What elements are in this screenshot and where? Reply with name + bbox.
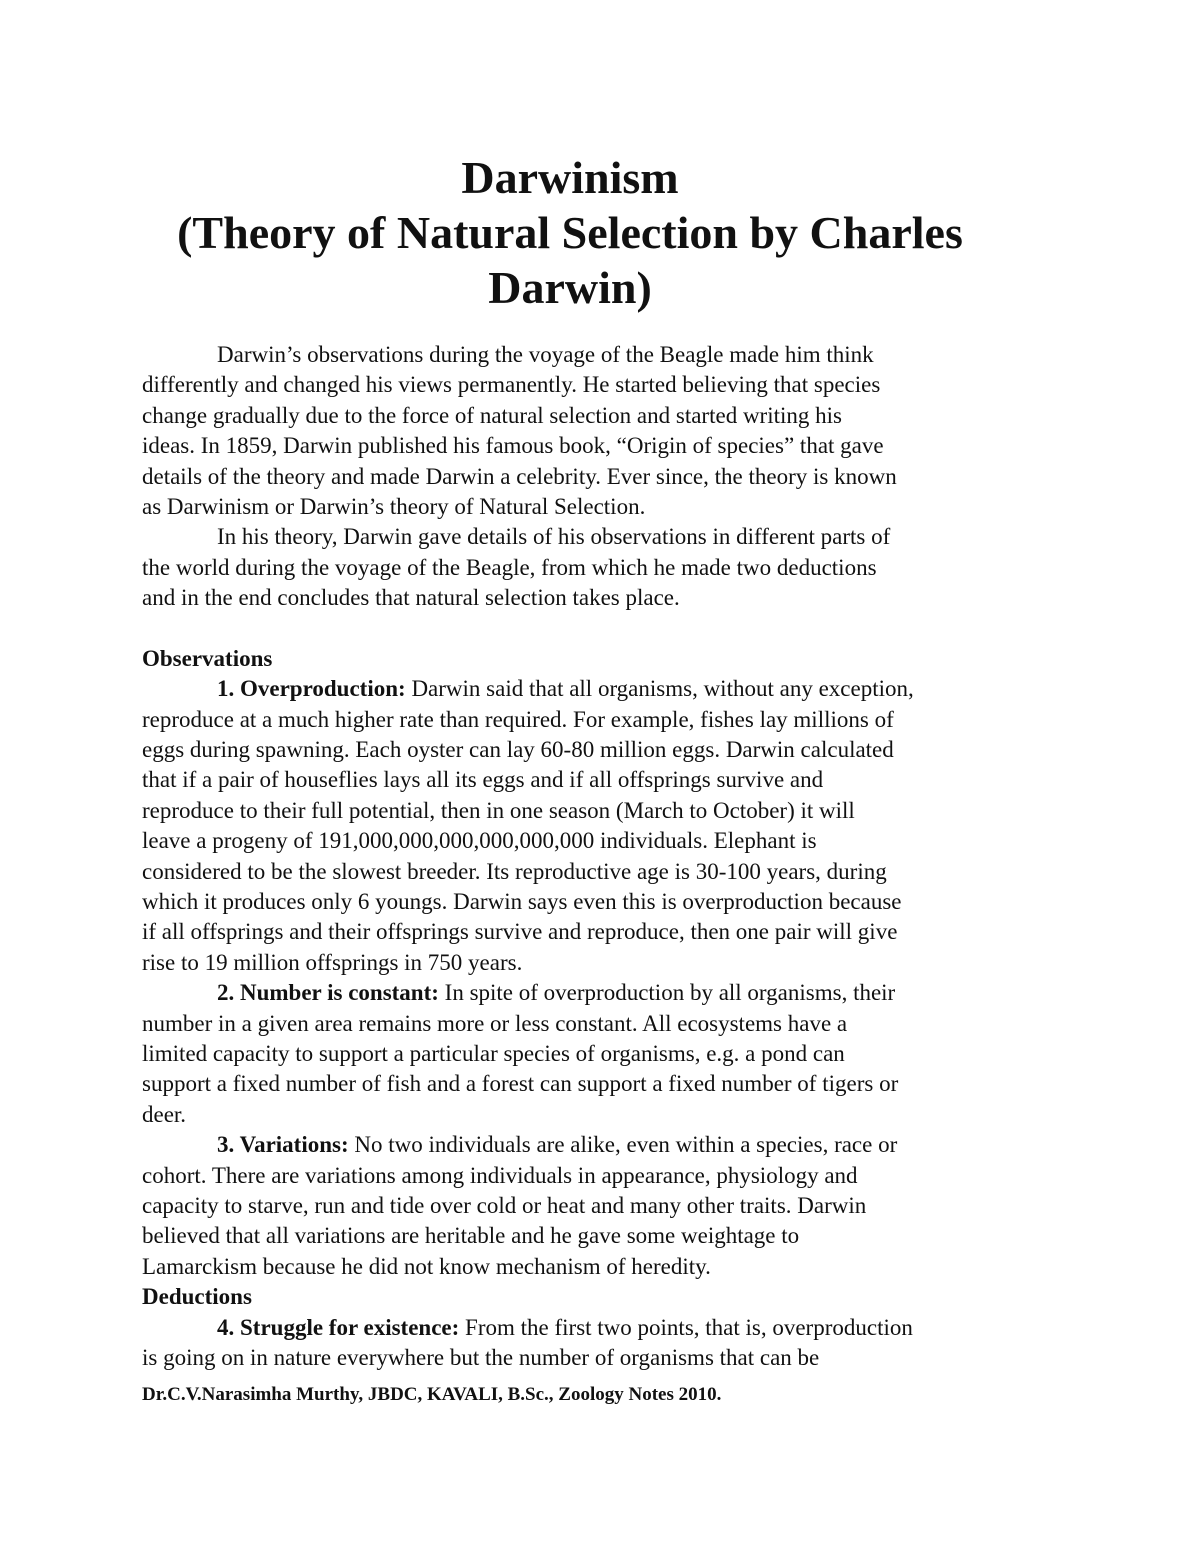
item-text: Darwin said that all organisms, without any exception, [405, 676, 914, 702]
text-line: ideas. In 1859, Darwin published his famous book, “Origin of species” that gave [142, 433, 884, 459]
item-text: No two individuals are alike, even within a species, race or [348, 1132, 898, 1158]
text-line: deer. [142, 1101, 187, 1127]
text-line: limited capacity to support a particular species of organisms, e.g. a pond can [142, 1040, 845, 1066]
text-line: In his theory, Darwin gave details of his observations in different parts of [217, 524, 891, 550]
observation-item-2 [142, 978, 1042, 1130]
text-line [142, 978, 1042, 1008]
text-line: change gradually due to the force of natural selection and started writing his [142, 402, 842, 428]
text-line: rise to 19 million offsprings in 750 years. [142, 949, 523, 975]
deductions-heading: Deductions [142, 1284, 252, 1310]
page-footer: Dr.C.V.Narasimha Murthy, JBDC, KAVALI, B.Sc., Zoology Notes 2010. [142, 1384, 722, 1405]
text-line: and in the end concludes that natural selection takes place. [142, 585, 680, 611]
blank-line [142, 614, 1042, 644]
deduction-item-4 [142, 1313, 1042, 1374]
item-label: 1. Overproduction: [217, 676, 406, 702]
title-line-2: (Theory of Natural Selection by Charles [177, 207, 963, 258]
text-line: capacity to starve, run and tide over cold or heat and many other traits. Darwin [142, 1192, 867, 1218]
text-line: number in a given area remains more or less constant. All ecosystems have a [142, 1010, 848, 1036]
observation-item-3 [142, 1130, 1042, 1282]
text-line: which it produces only 6 youngs. Darwin says even this is overproduction because [142, 889, 902, 915]
observations-heading: Observations [142, 645, 273, 671]
observation-item-1 [142, 674, 1042, 978]
text-line: considered to be the slowest breeder. Its reproductive age is 30-100 years, during [142, 858, 887, 884]
text-line: is going on in nature everywhere but the number of organisms that can be [142, 1344, 820, 1370]
text-line: reproduce at a much higher rate than required. For example, fishes lay millions of [142, 706, 894, 732]
document-body [142, 340, 1042, 1373]
text-line: differently and changed his views permanently. He started believing that species [142, 372, 881, 398]
text-line: reproduce to their full potential, then in one season (March to October) it will [142, 797, 855, 823]
item-label: 2. Number is constant: [217, 980, 439, 1006]
intro-paragraph-1 [142, 340, 1042, 522]
title-line-1: Darwinism [461, 152, 679, 203]
intro-paragraph-2 [142, 522, 1042, 613]
item-text: In spite of overproduction by all organisms, their [438, 980, 896, 1006]
text-line: support a fixed number of fish and a forest can support a fixed number of tigers or [142, 1071, 899, 1097]
text-line: cohort. There are variations among individuals in appearance, physiology and [142, 1162, 858, 1188]
item-label: 4. Struggle for existence: [217, 1314, 460, 1340]
text-line [142, 1313, 1042, 1343]
text-line: leave a progeny of 191,000,000,000,000,000,000 individuals. Elephant is [142, 828, 817, 854]
text-line: that if a pair of houseflies lays all its eggs and if all offsprings survive and [142, 767, 824, 793]
item-label: 3. Variations: [217, 1132, 349, 1158]
title-line-3: Darwin) [488, 262, 652, 313]
text-line: believed that all variations are heritable and he gave some weightage to [142, 1223, 800, 1249]
text-line: Darwin’s observations during the voyage of the Beagle made him think [217, 342, 874, 367]
text-line: eggs during spawning. Each oyster can lay 60-80 million eggs. Darwin calculated [142, 737, 894, 763]
text-line: Lamarckism because he did not know mechanism of heredity. [142, 1253, 711, 1279]
item-text: From the first two points, that is, overproduction [459, 1314, 913, 1340]
text-line [142, 1130, 1042, 1160]
text-line [142, 674, 1042, 704]
text-line: as Darwinism or Darwin’s theory of Natural Selection. [142, 493, 646, 519]
document-title [0, 150, 1140, 315]
text-line: details of the theory and made Darwin a celebrity. Ever since, the theory is known [142, 463, 897, 489]
text-line: if all offsprings and their offsprings survive and reproduce, then one pair will give [142, 919, 898, 945]
text-line: the world during the voyage of the Beagle, from which he made two deductions [142, 554, 877, 580]
